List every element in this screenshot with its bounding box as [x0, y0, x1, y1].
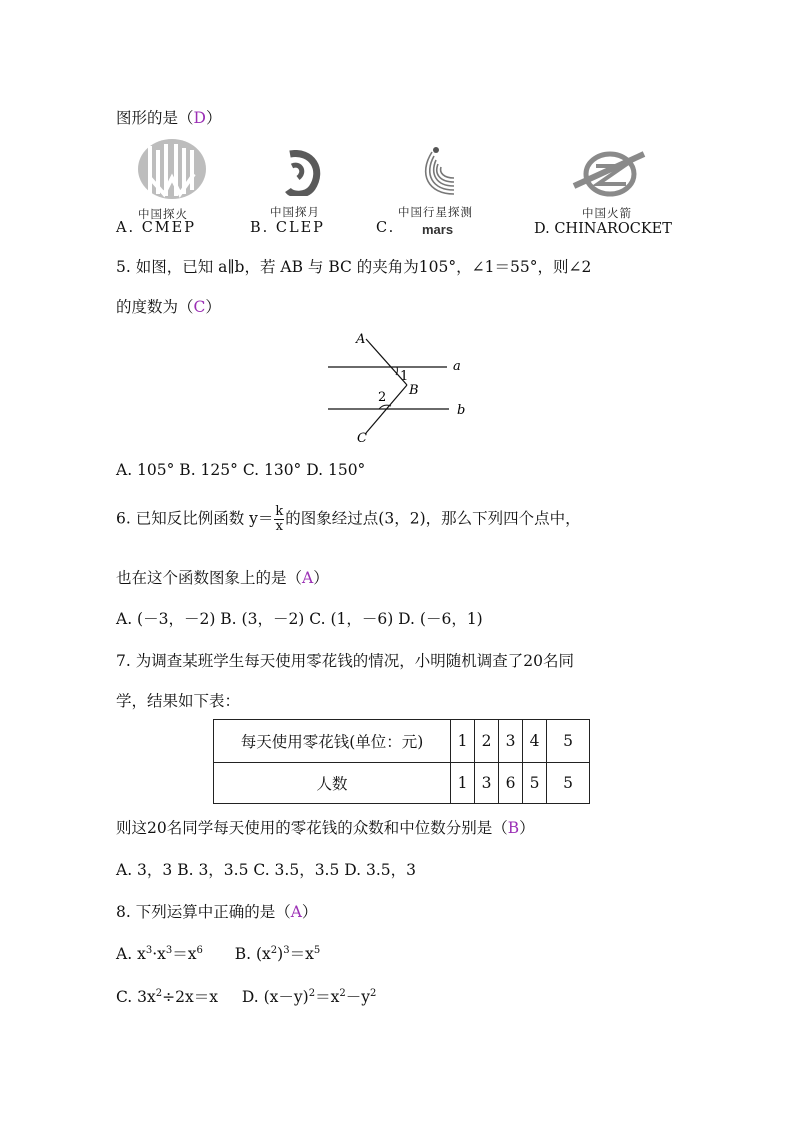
label-A: A	[356, 332, 366, 347]
q6-options: A. (－3，－2) B. (3，－2) C. (1，－6) D. (－6，1)	[116, 610, 483, 628]
option-a-cmep: A. CMEP	[116, 220, 196, 236]
logo-caption-a: 中国探火	[138, 207, 188, 221]
chinarocket-logo-icon	[572, 148, 648, 198]
table-row	[214, 763, 590, 804]
label-a: a	[453, 359, 461, 374]
logo-caption-b: 中国探月	[270, 205, 320, 219]
table-header-cell: 每天使用零花钱(单位：元)	[214, 720, 451, 763]
table-header-cell: 人数	[214, 763, 451, 804]
q8-line1: 8. 下列运算中正确的是（A）	[116, 903, 318, 921]
table-cell: 1	[451, 720, 475, 763]
q5-line1: 5. 如图，已知 a∥b，若 AB 与 BC 的夹角为105°，∠1＝55°，则∠2	[116, 258, 592, 276]
label-C: C	[357, 431, 367, 446]
clep-logo-icon	[282, 150, 322, 196]
q7-answer: B	[507, 819, 520, 837]
table-cell: 5	[547, 720, 590, 763]
q7-line3: 则这20名同学每天使用的零花钱的众数和中位数分别是（B）	[116, 819, 535, 837]
pocket-money-table	[213, 719, 590, 804]
table-cell: 3	[499, 720, 523, 763]
q7-line1: 7. 为调查某班学生每天使用零花钱的情况，小明随机调查了20名同	[116, 652, 574, 670]
q7-line2: 学，结果如下表：	[116, 692, 241, 710]
angle-1-label: 1	[400, 369, 409, 384]
logo-caption-d: 中国火箭	[582, 206, 632, 220]
q6-line2: 也在这个函数图象上的是（A）	[116, 569, 329, 587]
q4-answer: D	[193, 109, 206, 127]
q4-question-tail: 图形的是（D）	[116, 109, 222, 127]
q8-answer: A	[290, 903, 302, 921]
q8-option-a: A. $x^3\cdot x^3=x^6$	[116, 945, 203, 963]
table-cell: 5	[547, 763, 590, 804]
mars-logo-icon	[414, 144, 464, 200]
q6-line1: 6. 已知反比例函数 y＝ $\frac{k}{x}$ 的图象经过点(3，2)，那么下列四个点中，	[116, 504, 581, 534]
q5-options: A. 105° B. 125° C. 130° D. 150°	[116, 461, 366, 479]
q6-answer: A	[302, 569, 314, 587]
table-cell: 4	[523, 720, 547, 763]
angle-2-label: 2	[378, 390, 387, 405]
table-cell: 1	[451, 763, 475, 804]
logo-caption-c: 中国行星探测	[398, 205, 473, 219]
option-c-label: C.	[376, 220, 396, 236]
option-c-mars: mars	[422, 222, 454, 237]
q7-options: A. 3，3 B. 3，3.5 C. 3.5，3.5 D. 3.5，3	[116, 861, 417, 879]
cmep-logo-icon	[136, 138, 212, 202]
label-b: b	[457, 403, 466, 418]
parallel-lines-figure	[325, 328, 475, 446]
table-cell: 5	[523, 763, 547, 804]
fraction-k-over-x: $\frac{k}{x}$	[275, 504, 284, 534]
q8-option-c: C. $3x^2\div 2x=x$	[116, 988, 218, 1006]
q5-answer: C	[193, 298, 206, 316]
q8-options-ab	[116, 942, 320, 964]
q8-option-b: B. $(x^2)^3=x^5$	[234, 945, 321, 963]
table-cell: 3	[475, 763, 499, 804]
table-cell: 6	[499, 763, 523, 804]
table-row	[214, 720, 590, 763]
option-b-clep: B. CLEP	[250, 220, 325, 236]
q8-options-cd	[116, 985, 376, 1007]
option-d-chinarocket: D. CHINAROCKET	[534, 221, 672, 237]
table-cell: 2	[475, 720, 499, 763]
label-B: B	[409, 383, 419, 398]
q8-option-d: D. $(x-y)^2=x^2-y^2$	[241, 988, 377, 1006]
q5-line2: 的度数为（C）	[116, 298, 221, 316]
